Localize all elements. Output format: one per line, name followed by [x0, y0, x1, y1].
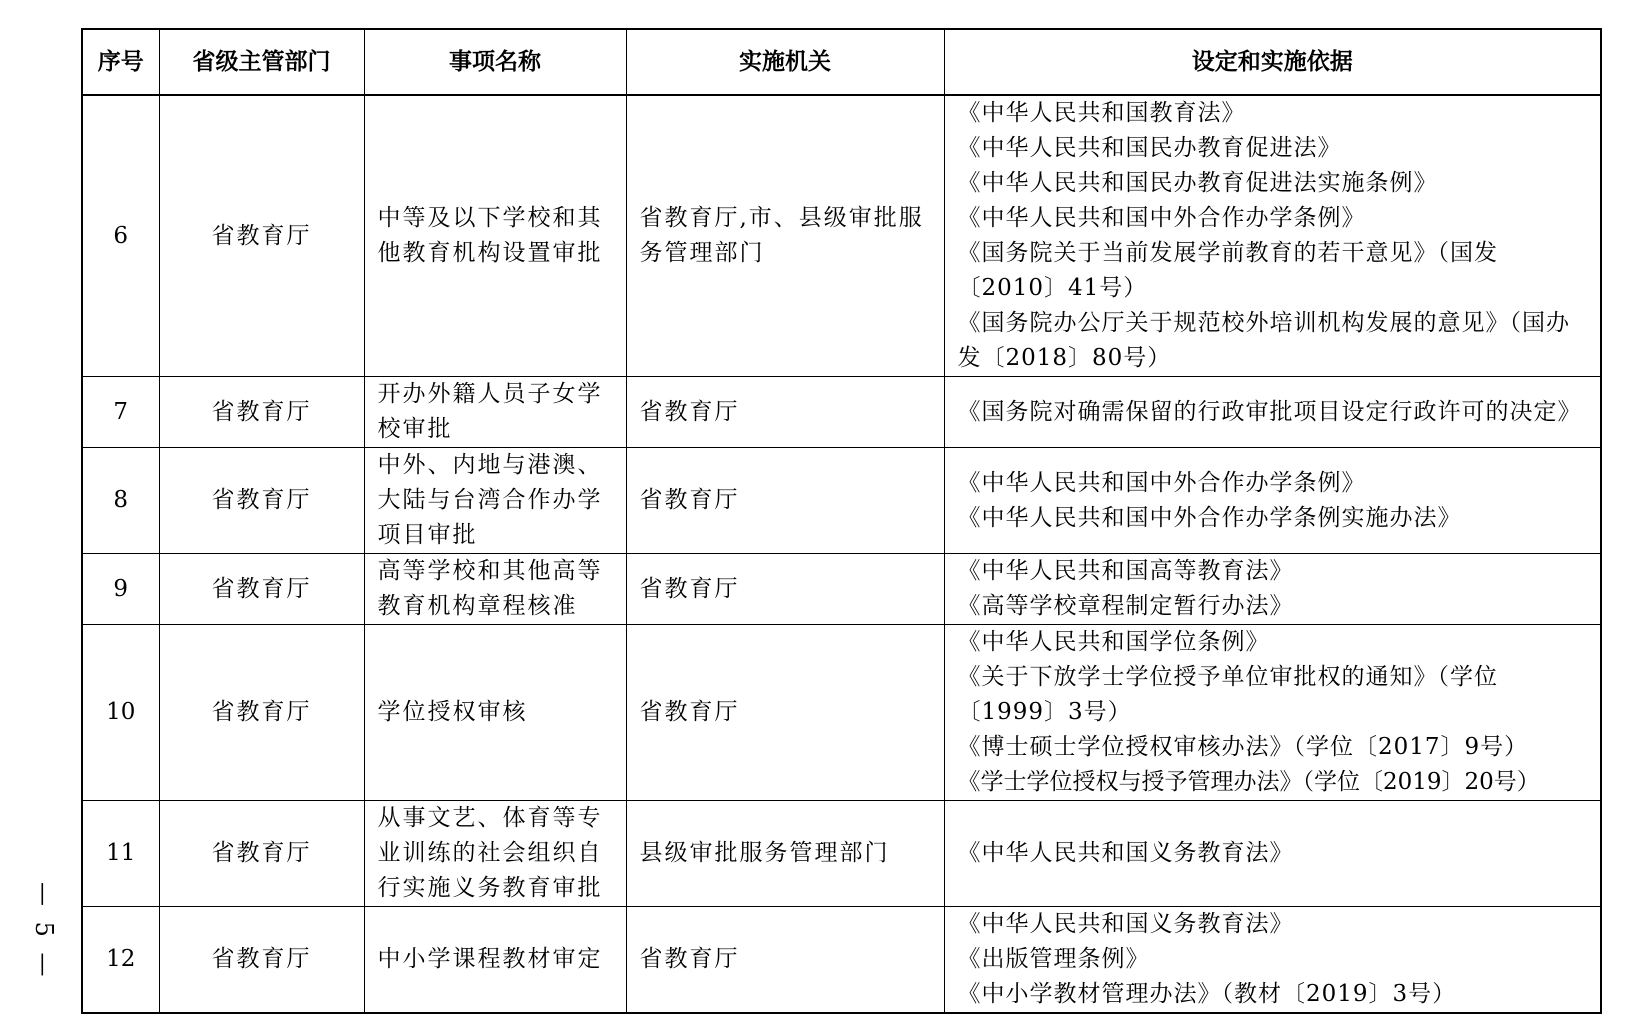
basis-line: 《中华人民共和国高等教育法》 [957, 558, 1294, 584]
basis-line: 《中华人民共和国教育法》 [957, 100, 1246, 126]
row-legal-basis [944, 377, 1601, 448]
table-header-row [82, 29, 1601, 95]
row-department: 省教育厅 [159, 448, 364, 554]
header-provincial-department: 省级主管部门 [159, 29, 364, 95]
basis-line: 《中华人民共和国民办教育促进法实施条例》 [957, 170, 1438, 196]
row-agency: 省教育厅 [626, 377, 944, 448]
basis-line: 《中华人民共和国中外合作办学条例实施办法》 [957, 504, 1462, 531]
row-item-name: 中小学课程教材审定 [364, 907, 626, 1014]
row-number: 10 [82, 625, 159, 801]
approval-items-table [81, 28, 1602, 1014]
basis-line: 《出版管理条例》 [957, 946, 1150, 972]
header-legal-basis: 设定和实施依据 [944, 29, 1601, 95]
row-number: 6 [82, 95, 159, 377]
basis-line: 《学士学位授权与授予管理办法》（学位〔2019〕20号） [957, 769, 1540, 795]
row-item-name: 从事文艺、体育等专业训练的社会组织自行实施义务教育审批 [364, 801, 626, 907]
basis-line: 《关于下放学士学位授予单位审批权的通知》（学位〔1999〕3号） [957, 664, 1498, 725]
basis-line: 《高等学校章程制定暂行办法》 [957, 593, 1294, 619]
row-item-name: 中外、内地与港澳、大陆与台湾合作办学项目审批 [364, 448, 626, 554]
row-agency: 县级审批服务管理部门 [626, 801, 944, 907]
row-item-name: 开办外籍人员子女学校审批 [364, 377, 626, 448]
basis-line: 《中华人民共和国学位条例》 [957, 629, 1270, 655]
row-legal-basis [944, 554, 1601, 625]
row-department: 省教育厅 [159, 625, 364, 801]
table-row [82, 95, 1601, 377]
row-item-name: 学位授权审核 [364, 625, 626, 801]
row-agency: 省教育厅 [626, 625, 944, 801]
basis-line: 《中华人民共和国中外合作办学条例》 [957, 469, 1366, 496]
row-department: 省教育厅 [159, 554, 364, 625]
basis-line: 《中华人民共和国中外合作办学条例》 [957, 205, 1366, 231]
basis-line: 《中华人民共和国民办教育促进法》 [957, 135, 1342, 161]
row-agency: 省教育厅 [626, 448, 944, 554]
row-legal-basis [944, 625, 1601, 801]
row-legal-basis [944, 448, 1601, 554]
header-serial-number: 序号 [82, 29, 159, 95]
basis-line: 《国务院办公厅关于规范校外培训机构发展的意见》（国办发〔2018〕80号） [957, 310, 1570, 371]
row-agency: 省教育厅 [626, 554, 944, 625]
row-number: 9 [82, 554, 159, 625]
row-number: 7 [82, 377, 159, 448]
row-item-name: 中等及以下学校和其他教育机构设置审批 [364, 95, 626, 377]
row-item-name: 高等学校和其他高等教育机构章程核准 [364, 554, 626, 625]
row-number: 11 [82, 801, 159, 907]
header-item-name: 事项名称 [364, 29, 626, 95]
basis-line: 《中华人民共和国义务教育法》 [957, 911, 1294, 937]
basis-line: 《博士硕士学位授权审核办法》（学位〔2017〕9号） [957, 734, 1529, 760]
table-row [82, 907, 1601, 1014]
table-row [82, 448, 1601, 554]
row-department: 省教育厅 [159, 801, 364, 907]
header-implementing-agency: 实施机关 [626, 29, 944, 95]
basis-line: 《中华人民共和国义务教育法》 [957, 840, 1294, 866]
row-legal-basis [944, 907, 1601, 1014]
table-row [82, 801, 1601, 907]
table-row [82, 554, 1601, 625]
table-row [82, 625, 1601, 801]
basis-line: 《国务院关于当前发展学前教育的若干意见》（国发〔2010〕41号） [957, 240, 1498, 301]
row-legal-basis [944, 801, 1601, 907]
row-legal-basis [944, 95, 1601, 377]
table-row [82, 377, 1601, 448]
basis-line: 《国务院对确需保留的行政审批项目设定行政许可的决定》 [957, 398, 1582, 425]
row-number: 12 [82, 907, 159, 1014]
row-department: 省教育厅 [159, 907, 364, 1014]
page-number: — 5 — [30, 882, 58, 981]
row-agency: 省教育厅,市、县级审批服务管理部门 [626, 95, 944, 377]
row-number: 8 [82, 448, 159, 554]
basis-line: 《中小学教材管理办法》（教材〔2019〕3号） [957, 981, 1457, 1007]
row-agency: 省教育厅 [626, 907, 944, 1014]
row-department: 省教育厅 [159, 377, 364, 448]
row-department: 省教育厅 [159, 95, 364, 377]
